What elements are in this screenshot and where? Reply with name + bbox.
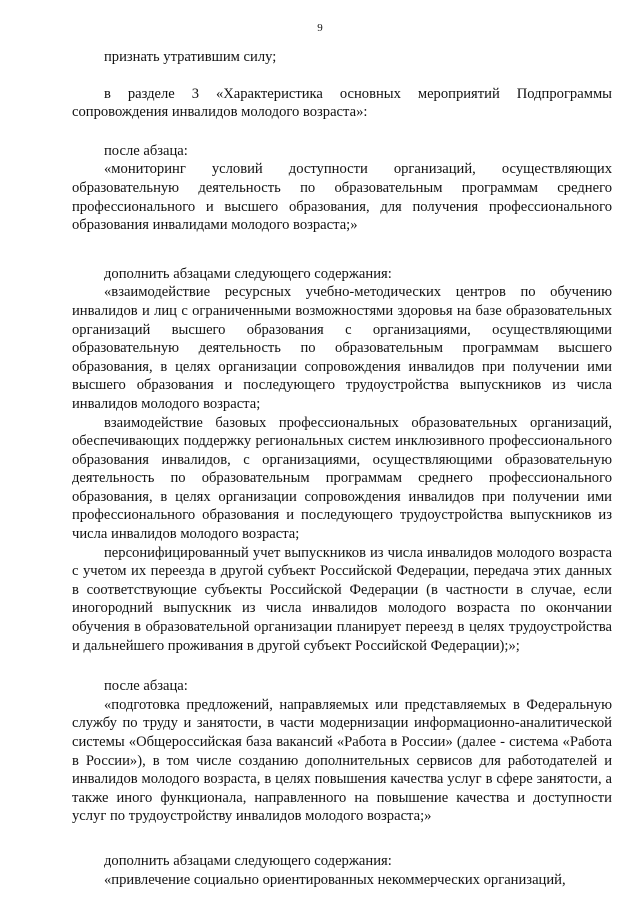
page-number: 9 bbox=[317, 22, 323, 34]
paragraph: персонифицированный учет выпускников из числа инвалидов молодого возраста с учетом их переезда в другой субъект Российской Федерации, передача этих данных в соответствующие субъекты Российской Федерации (в частности в случае, если иногородний выпускник из числа инвалидов молодого возраста по окончании обучения в образовательной организации планирует переезд в целях трудоустройства и дальнейшего проживания в другой субъект Российской Федерации);»; bbox=[72, 544, 612, 654]
paragraph: после абзаца: bbox=[104, 678, 188, 695]
quoted-paragraph: «подготовка предложений, направляемых или представляемых в Федеральную службу по труду и занятости, в части модернизации информационно-аналитической системы «Общероссийская база вакансий «Работа в России» (далее - система «Работа в России»), в том числе созданию дополнительных сервисов для работодателей и инвалидов молодого возраста, в целях повышения качества услуг в сфере занятости, а также иного функционала, направленного на повышение качества и доступности услуг по трудоустройству инвалидов молодого возраста;» bbox=[72, 696, 612, 825]
quoted-paragraph: «взаимодействие ресурсных учебно-методических центров по обучению инвалидов и лиц с ограниченными возможностями здоровья на базе образовательных организаций высшего образования с организациями, осуществляющими образовательную деятельность по образовательным программам высшего образования, в целях организации сопровождения инвалидов при получении ими высшего образования и последующего трудоустройства выпускников из числа инвалидов молодого возраста; bbox=[72, 284, 612, 412]
paragraph: признать утратившим силу; bbox=[104, 49, 277, 65]
paragraph: дополнить абзацами следующего содержания: bbox=[104, 852, 392, 869]
paragraph: взаимодействие базовых профессиональных образовательных организаций, обеспечивающих поддержку региональных систем инклюзивного профессионального образования инвалидов, с организациями, осуществляющими образовательную деятельность по образовательным программам среднего профессионального образования, в целях организации сопровождения инвалидов при получении ими профессионального образования и последующего трудоустройства выпускников из числа инвалидов молодого возраста; bbox=[72, 414, 612, 543]
paragraph: дополнить абзацами следующего содержания: bbox=[104, 265, 392, 282]
paragraph: после абзаца: bbox=[104, 142, 188, 159]
quoted-paragraph: «мониторинг условий доступности организаций, осуществляющих образовательную деятельность по образовательным программам среднего профессионального и высшего образования, для получения профессионального образования инвалидами молодого возраста;» bbox=[72, 161, 612, 234]
paragraph: в разделе 3 «Характеристика основных мероприятий Подпрограммы сопровождения инвалидов молодого возраста»: bbox=[72, 85, 612, 121]
quoted-paragraph: «привлечение социально ориентированных некоммерческих организаций, bbox=[104, 871, 566, 888]
document-body bbox=[72, 48, 612, 889]
